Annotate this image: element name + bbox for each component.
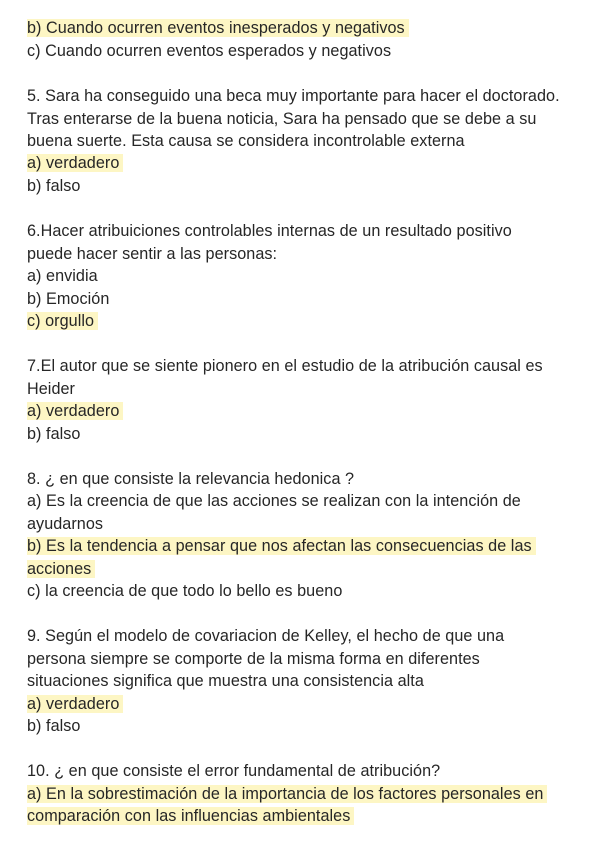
answer-highlight: b) Cuando ocurren eventos inesperados y negativos (27, 19, 409, 37)
q5-text-line-2: Tras enterarse de la buena noticia, Sara ha pensado que se debe a su (27, 110, 537, 128)
q8-option-a-line-2: ayudarnos (27, 515, 104, 533)
q6-text-line-1: 6.Hacer atribuiciones controlables internas de un resultado positivo (27, 222, 512, 240)
q6-option-c (27, 310, 98, 332)
answer-highlight: c) orgullo (27, 312, 98, 330)
q8-option-c: c) la creencia de que todo lo bello es bueno (27, 582, 343, 600)
q6-option-b: b) Emoción (27, 290, 110, 308)
q8-option-a-line-1: a) Es la creencia de que las acciones se realizan con la intención de (27, 492, 521, 510)
q9-text-line-3: situaciones significa que muestra una consistencia alta (27, 672, 424, 690)
q5-text-line-3: buena suerte. Esta causa se considera incontrolable externa (27, 132, 465, 150)
q7-text-line-1: 7.El autor que se siente pionero en el estudio de la atribución causal es (27, 357, 543, 375)
answer-highlight: a) verdadero (27, 695, 123, 713)
q10-option-a-line-1 (27, 783, 547, 805)
q7-option-b: b) falso (27, 425, 81, 443)
answer-highlight: b) Es la tendencia a pensar que nos afectan las consecuencias de las (27, 537, 536, 555)
q8-option-b-line-2 (27, 558, 95, 580)
q9-option-b: b) falso (27, 717, 81, 735)
answer-highlight: a) verdadero (27, 154, 123, 172)
q5-text-line-1: 5. Sara ha conseguido una beca muy importante para hacer el doctorado. (27, 87, 560, 105)
prev-question-option-c: c) Cuando ocurren eventos esperados y negativos (27, 42, 392, 60)
q9-text-line-2: persona siempre se comporte de la misma forma en diferentes (27, 650, 480, 668)
answer-highlight: comparación con las influencias ambientales (27, 807, 354, 825)
q8-text-line-1: 8. ¿ en que consiste la relevancia hedonica ? (27, 470, 355, 488)
prev-question-option-b (27, 17, 409, 39)
q6-option-a: a) envidia (27, 267, 98, 285)
q8-option-b-line-1 (27, 535, 536, 557)
q7-text-line-2: Heider (27, 380, 75, 398)
q10-text-line-1: 10. ¿ en que consiste el error fundamental de atribución? (27, 762, 441, 780)
q5-option-b: b) falso (27, 177, 81, 195)
answer-highlight: a) En la sobrestimación de la importancia de los factores personales en (27, 785, 547, 803)
q5-option-a (27, 152, 123, 174)
answer-highlight: a) verdadero (27, 402, 123, 420)
q10-option-a-line-2 (27, 805, 354, 827)
q6-text-line-2: puede hacer sentir a las personas: (27, 245, 278, 263)
answer-highlight: acciones (27, 560, 95, 578)
q7-option-a (27, 400, 123, 422)
q9-option-a (27, 693, 123, 715)
q9-text-line-1: 9. Según el modelo de covariacion de Kelley, el hecho de que una (27, 627, 505, 645)
